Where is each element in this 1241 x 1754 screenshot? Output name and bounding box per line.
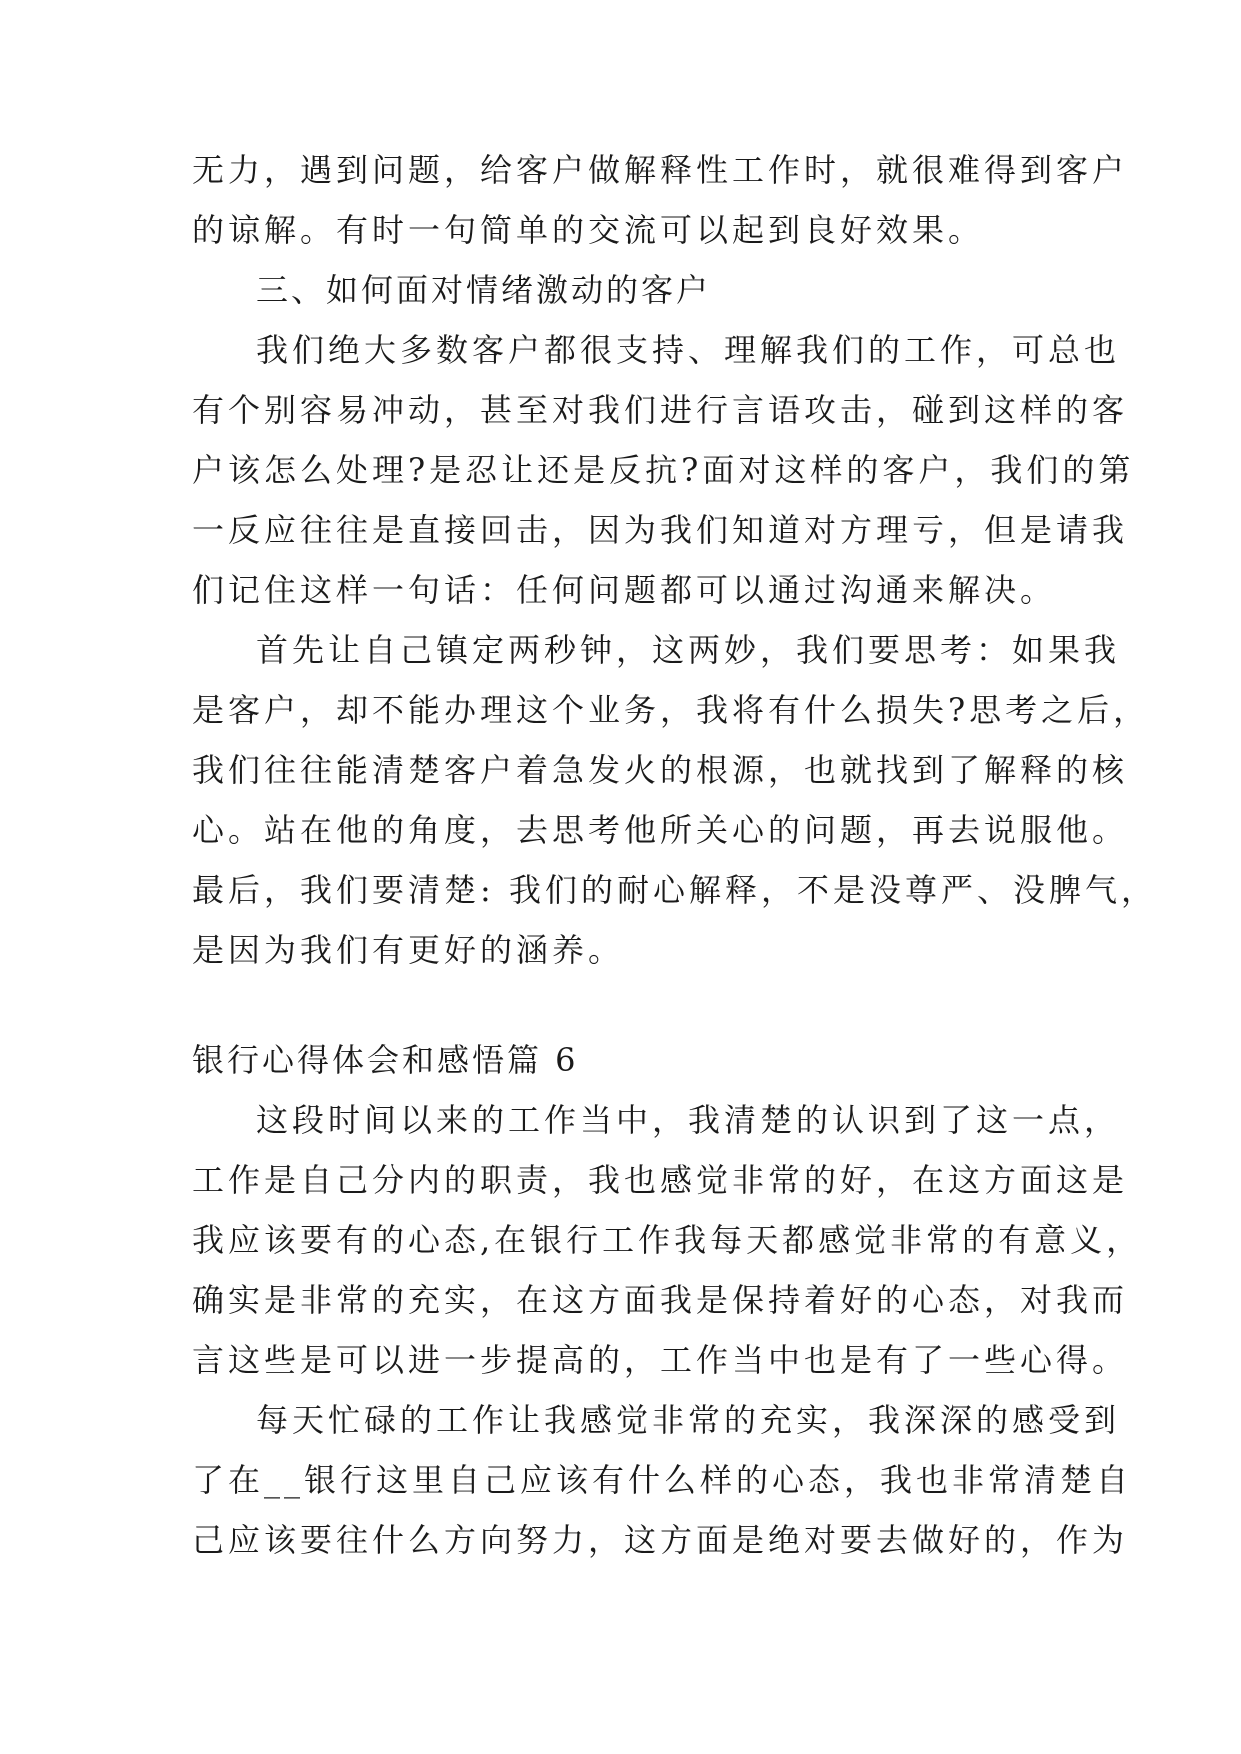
- text-line: 我应该要有的心态,在银行工作我每天都感觉非常的有意义，: [192, 1221, 1143, 1259]
- text-line: 我们绝大多数客户都很支持、理解我们的工作，可总也: [256, 331, 1121, 369]
- text-line: 最后，我们要清楚: 我们的耐心解释，不是没尊严、没脾气，: [192, 871, 1157, 909]
- text-line: 我们往往能清楚客户着急发火的根源，也就找到了解释的核: [192, 751, 1129, 789]
- text-line: 每天忙碌的工作让我感觉非常的充实，我深深的感受到: [256, 1401, 1121, 1439]
- text-line: 们记住这样一句话：任何问题都可以通过沟通来解决。: [192, 571, 1057, 609]
- text-line: 一反应往往是直接回击，因为我们知道对方理亏，但是请我: [192, 511, 1129, 549]
- text-line: 是客户，却不能办理这个业务，我将有什么损失?思考之后，: [192, 691, 1150, 729]
- text-line: 心。站在他的角度，去思考他所关心的问题，再去说服他。: [192, 811, 1129, 849]
- text-line: 了在__银行这里自己应该有什么样的心态，我也非常清楚自: [192, 1461, 1133, 1499]
- text-line: 这段时间以来的工作当中，我清楚的认识到了这一点，: [256, 1101, 1121, 1139]
- text-line: 是因为我们有更好的涵养。: [192, 931, 625, 969]
- text-line: 无力，遇到问题，给客户做解释性工作时，就很难得到客户: [192, 151, 1129, 189]
- text-line: 工作是自己分内的职责，我也感觉非常的好，在这方面这是: [192, 1161, 1129, 1199]
- text-line: 确实是非常的充实，在这方面我是保持着好的心态，对我而: [192, 1281, 1129, 1319]
- text-line: 有个别容易冲动，甚至对我们进行言语攻击，碰到这样的客: [192, 391, 1129, 429]
- text-line: 的谅解。有时一句简单的交流可以起到良好效果。: [192, 211, 985, 249]
- section-title: 银行心得体会和感悟篇 6: [192, 1041, 579, 1079]
- text-line: 户该怎么处理?是忍让还是反抗?面对这样的客户，我们的第: [192, 451, 1135, 489]
- subheading: 三、如何面对情绪激动的客户: [256, 271, 712, 309]
- text-line: 言这些是可以进一步提高的，工作当中也是有了一些心得。: [192, 1341, 1129, 1379]
- text-line: 首先让自己镇定两秒钟，这两妙，我们要思考：如果我: [256, 631, 1121, 669]
- text-line: 己应该要往什么方向努力，这方面是绝对要去做好的，作为: [192, 1521, 1129, 1559]
